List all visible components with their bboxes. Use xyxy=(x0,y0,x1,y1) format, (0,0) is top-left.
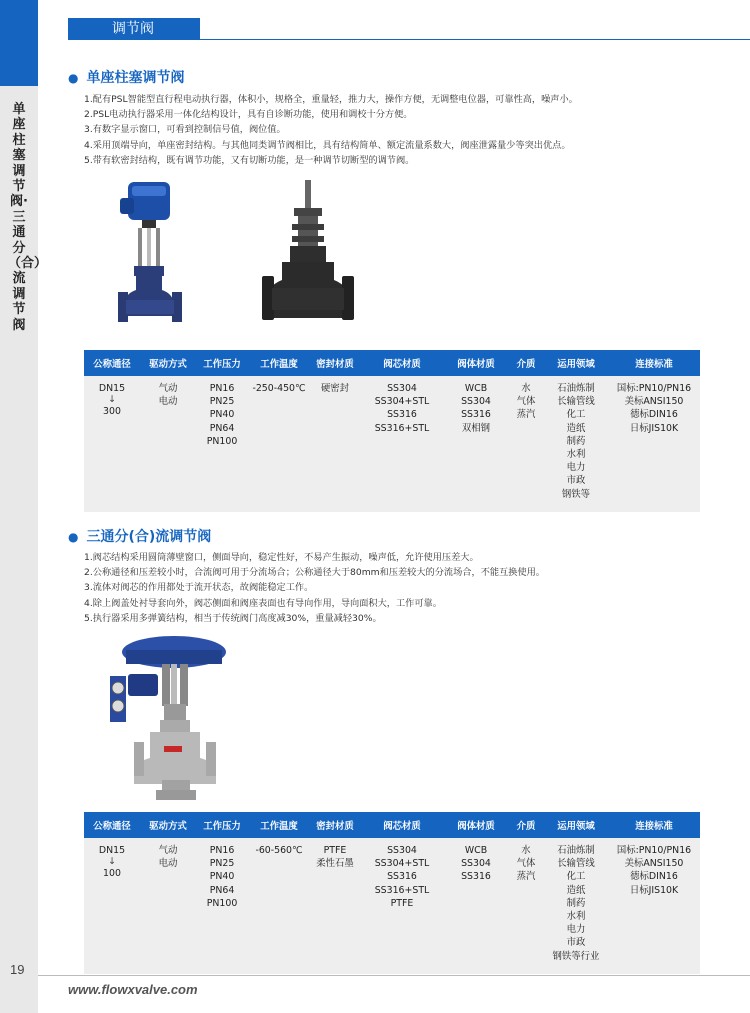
dn-from: DN15 xyxy=(98,383,126,394)
col-header: 公称通径 xyxy=(84,350,140,376)
standards-cell xyxy=(608,838,700,974)
medium-cell xyxy=(508,376,544,512)
cell-value: 造纸 xyxy=(566,422,586,434)
seal-cell xyxy=(310,376,360,512)
fields-cell xyxy=(544,376,608,512)
cell-value: 电力 xyxy=(566,462,586,474)
temperature-cell xyxy=(248,376,310,512)
section1-features xyxy=(84,92,578,168)
cell-value: PTFE xyxy=(390,897,414,909)
cell-value: 气动 xyxy=(158,383,178,394)
col-header: 连接标准 xyxy=(608,350,700,376)
cell-value: SS316 xyxy=(461,871,491,883)
cell-value: PN64 xyxy=(209,422,235,434)
cell-value: 市政 xyxy=(566,475,586,487)
section1-title: ● 单座柱塞调节阀 xyxy=(68,70,185,86)
dn-cell xyxy=(84,376,140,512)
col-header: 工作温度 xyxy=(248,350,310,376)
dn-to: 300 xyxy=(103,406,121,418)
col-header: 工作压力 xyxy=(196,350,248,376)
body-cell xyxy=(444,838,508,974)
temperature-cell xyxy=(248,838,310,974)
feature-item: 3.流体对阀芯的作用都处于流开状态，故阀能稳定工作。 xyxy=(84,582,314,594)
dn-from: DN15 xyxy=(98,845,126,856)
cell-value: 造纸 xyxy=(566,884,586,896)
cell-value: 美标ANSI150 xyxy=(624,858,684,870)
cell-value: 钢铁等行业 xyxy=(552,950,600,962)
cell-value: 水利 xyxy=(566,449,586,461)
cell-value: PN64 xyxy=(209,884,235,896)
cell-value: 钢铁等 xyxy=(561,488,591,500)
cell-value: 水 xyxy=(521,383,531,394)
col-header: 运用领域 xyxy=(544,350,608,376)
cell-value: 长输管线 xyxy=(557,858,595,870)
medium-cell xyxy=(508,838,544,974)
cell-value: 长输管线 xyxy=(557,396,595,408)
cell-value: WCB xyxy=(464,845,488,856)
core-cell xyxy=(360,376,444,512)
cell-value: 双相钢 xyxy=(461,422,491,434)
cell-value: 水 xyxy=(521,845,531,856)
three-way-valve-image xyxy=(104,634,232,804)
col-header: 工作温度 xyxy=(248,812,310,838)
fields-cell xyxy=(544,838,608,974)
col-header: 阀芯材质 xyxy=(360,350,444,376)
cell-value: SS316 xyxy=(387,409,417,421)
electric-plunger-valve-image xyxy=(118,180,188,340)
cell-value: SS304 xyxy=(461,858,491,870)
cell-value: SS304 xyxy=(387,383,417,394)
header-tab: 调节阀 xyxy=(68,18,200,40)
drive-cell xyxy=(140,838,196,974)
cell-value: 硬密封 xyxy=(320,383,350,394)
cell-value: 国标:PN10/PN16 xyxy=(616,383,692,394)
cell-value: SS304 xyxy=(387,845,417,856)
col-header: 连接标准 xyxy=(608,812,700,838)
cell-value: 制药 xyxy=(566,897,586,909)
feature-item: 1.配有PSL智能型直行程电动执行器，体积小，规格全，重量轻，推力大，操作方便，无调整电位器，可靠性高，噪声小。 xyxy=(84,94,578,105)
section1-spec-table xyxy=(84,350,700,512)
cell-value: PN16 xyxy=(209,383,235,394)
section2-title: ● 三通分(合)流调节阀 xyxy=(68,529,212,545)
drive-cell xyxy=(140,376,196,512)
cell-value: PN40 xyxy=(209,409,235,421)
cell-value: 石油炼制 xyxy=(557,845,595,856)
cell-value: PN100 xyxy=(206,435,238,447)
col-header: 驱动方式 xyxy=(140,350,196,376)
cell-value: PN25 xyxy=(209,858,235,870)
cell-value: 气体 xyxy=(516,396,536,408)
cell-value: -250-450℃ xyxy=(252,383,306,394)
feature-item: 2.PSL电动执行器采用一体化结构设计，具有自诊断功能，使用和调校十分方便。 xyxy=(84,109,413,121)
standards-cell xyxy=(608,376,700,512)
sidebar-vertical-title: 单座柱塞调节阀·三通分（合）流调节阀 xyxy=(8,102,48,333)
bullet-icon: ● xyxy=(68,71,79,85)
cell-value: PN100 xyxy=(206,897,238,909)
table-row xyxy=(84,838,700,974)
feature-item: 1.阀芯结构采用圆筒薄壁窗口，侧面导向，稳定性好，不易产生振动，噪声低，允许使用压差大。 xyxy=(84,552,479,563)
table-row xyxy=(84,376,700,512)
col-header: 阀体材质 xyxy=(444,350,508,376)
arrow-down-icon: ↓ xyxy=(108,394,116,406)
cell-value: SS316 xyxy=(387,871,417,883)
cell-value: 美标ANSI150 xyxy=(624,396,684,408)
cell-value: 市政 xyxy=(566,937,586,949)
seal-cell xyxy=(310,838,360,974)
col-header: 阀体材质 xyxy=(444,812,508,838)
cell-value: 化工 xyxy=(566,871,586,883)
feature-item: 4.采用顶端导向，单座密封结构。与其他同类调节阀相比，具有结构简单、额定流量系数大，阀座泄露量少等突出优点。 xyxy=(84,139,571,151)
feature-item: 3.有数字显示窗口，可看到控制信号值，阀位值。 xyxy=(84,124,286,136)
plunger-valve-body-image xyxy=(262,180,354,330)
cell-value: PN25 xyxy=(209,396,235,408)
section2-features xyxy=(84,550,545,626)
cell-value: SS304 xyxy=(461,396,491,408)
col-header: 公称通径 xyxy=(84,812,140,838)
dn-cell xyxy=(84,838,140,974)
table-header-row xyxy=(84,350,700,376)
feature-item: 5.执行器采用多弹簧结构，相当于传统阀门高度减30%，重量减轻30%。 xyxy=(84,612,382,624)
cell-value: 电动 xyxy=(158,858,178,870)
arrow-down-icon: ↓ xyxy=(108,856,116,868)
pressure-cell xyxy=(196,376,248,512)
bullet-icon: ● xyxy=(68,530,79,544)
cell-value: SS316+STL xyxy=(374,422,430,434)
col-header: 介质 xyxy=(508,350,544,376)
feature-item: 2.公称通径和压差较小时，合流阀可用于分流场合；公称通径大于80mm和压差较大的分流场合，不能互换使用。 xyxy=(84,567,545,579)
footer-website-url: www.flowxvalve.com xyxy=(68,982,198,997)
cell-value: 日标JIS10K xyxy=(629,422,679,434)
cell-value: 电动 xyxy=(158,396,178,408)
col-header: 工作压力 xyxy=(196,812,248,838)
page-number: 19 xyxy=(10,962,25,977)
col-header: 密封材质 xyxy=(310,350,360,376)
cell-value: SS316 xyxy=(461,409,491,421)
cell-value: 德标DIN16 xyxy=(630,871,678,883)
cell-value: 蒸汽 xyxy=(516,871,536,883)
section2-spec-table xyxy=(84,812,700,974)
footer-divider xyxy=(38,975,750,976)
col-header: 运用领域 xyxy=(544,812,608,838)
header-divider xyxy=(68,39,750,40)
pressure-cell xyxy=(196,838,248,974)
cell-value: SS316+STL xyxy=(374,884,430,896)
cell-value: 蒸汽 xyxy=(516,409,536,421)
cell-value: 水利 xyxy=(566,911,586,923)
cell-value: 制药 xyxy=(566,435,586,447)
sidebar-accent-block xyxy=(0,0,38,86)
feature-item: 4.除上阀盖处衬导套向外，阀芯侧面和阀座表面也有导向作用，导向面积大，工作可靠。 xyxy=(84,597,442,609)
col-header: 驱动方式 xyxy=(140,812,196,838)
body-cell xyxy=(444,376,508,512)
cell-value: PTFE xyxy=(323,845,347,856)
cell-value: PN16 xyxy=(209,845,235,856)
cell-value: -60-560℃ xyxy=(255,845,303,856)
dn-to: 100 xyxy=(103,868,121,880)
cell-value: 石油炼制 xyxy=(557,383,595,394)
col-header: 密封材质 xyxy=(310,812,360,838)
table-header-row xyxy=(84,812,700,838)
cell-value: 德标DIN16 xyxy=(630,409,678,421)
cell-value: 日标JIS10K xyxy=(629,884,679,896)
cell-value: SS304+STL xyxy=(374,396,430,408)
cell-value: 气体 xyxy=(516,858,536,870)
col-header: 阀芯材质 xyxy=(360,812,444,838)
cell-value: 化工 xyxy=(566,409,586,421)
core-cell xyxy=(360,838,444,974)
feature-item: 5.带有软密封结构，既有调节功能，又有切断功能，是一种调节切断型的调节阀。 xyxy=(84,154,415,166)
cell-value: WCB xyxy=(464,383,488,394)
col-header: 介质 xyxy=(508,812,544,838)
cell-value: 电力 xyxy=(566,924,586,936)
cell-value: 气动 xyxy=(158,845,178,856)
cell-value: PN40 xyxy=(209,871,235,883)
cell-value: SS304+STL xyxy=(374,858,430,870)
cell-value: 柔性石墨 xyxy=(316,858,354,870)
cell-value: 国标:PN10/PN16 xyxy=(616,845,692,856)
